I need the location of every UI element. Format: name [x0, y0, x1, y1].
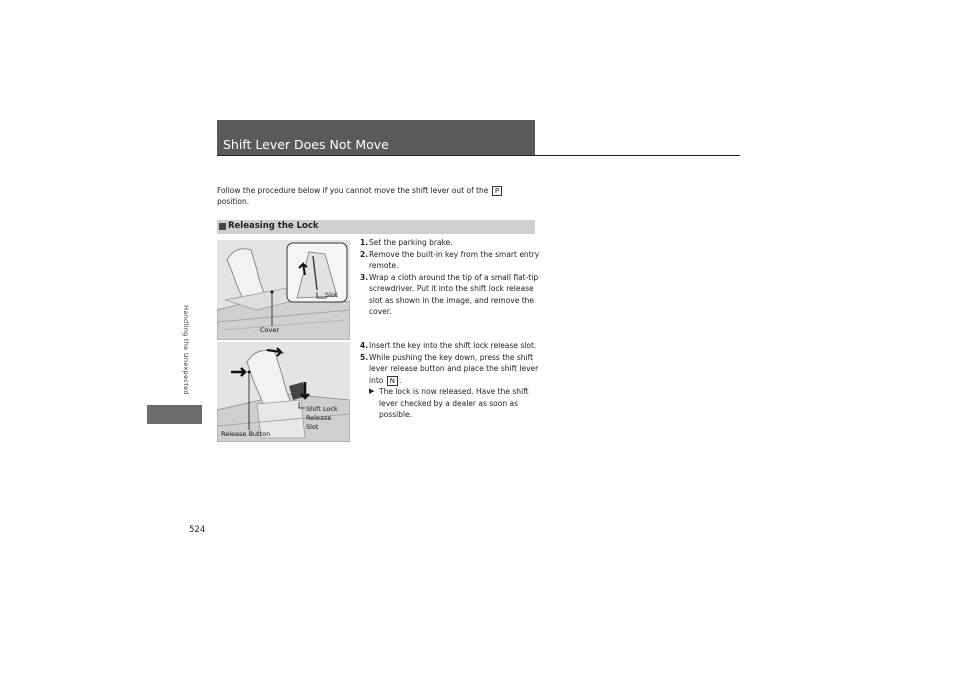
steps-remove-cover [360, 237, 540, 318]
neutral-key-symbol: N [387, 376, 398, 386]
step-text: Set the parking brake. [369, 238, 453, 247]
steps-release-lock [360, 340, 540, 421]
step-number: 2. [360, 249, 369, 259]
park-key-symbol: P [492, 186, 502, 196]
step-item [360, 340, 540, 352]
page-number: 524 [189, 525, 206, 535]
cover-callout: Cover [260, 326, 280, 334]
release-button-callout: Release Button [221, 430, 271, 438]
result-note [360, 386, 540, 421]
step-item [360, 249, 540, 272]
intro-text: Follow the procedure below if you cannot move the shift lever out of the [217, 186, 489, 195]
title-underline [217, 155, 740, 156]
section-title-bar [217, 120, 535, 156]
intro-paragraph [217, 185, 527, 207]
chapter-tab-label: Handling the Unexpected [182, 305, 190, 395]
step-text-end: . [399, 375, 402, 385]
slot-callout: Slot [325, 291, 338, 299]
subsection-heading: Releasing the Lock [228, 221, 319, 231]
step-number: 3. [360, 272, 369, 282]
intro-text-end: position. [217, 197, 250, 206]
square-bullet-icon [219, 223, 226, 230]
play-triangle-icon: ▶ [369, 387, 375, 395]
shift-lock-release-slot-callout-3: Slot [306, 423, 319, 431]
step-item [360, 272, 540, 318]
step-text: Insert the key into the shift lock release slot. [369, 341, 537, 350]
note-text: The lock is now released. Have the shift lever checked by a dealer as soon as possible. [379, 387, 529, 419]
figure-remove-cover [217, 240, 350, 340]
chapter-tab-marker [147, 405, 202, 424]
shift-lever-release-illustration [217, 342, 350, 442]
step-number: 4. [360, 341, 369, 350]
step-text: While pushing the key down, press the shift lever release button and place the shift lever into [369, 352, 539, 385]
step-item [360, 352, 540, 387]
shift-lock-release-slot-callout-2: Release [306, 414, 332, 422]
shift-lock-release-slot-callout: Shift Lock [306, 405, 338, 413]
page-title: Shift Lever Does Not Move [223, 137, 389, 152]
step-text: Wrap a cloth around the tip of a small flat-tip screwdriver. Put it into the shift lock release slot as shown in the image, and remove the cover. [369, 272, 539, 316]
step-number: 1. [360, 238, 369, 247]
step-item [360, 237, 540, 249]
step-number: 5. [360, 352, 369, 362]
figure-release-lock [217, 342, 350, 442]
subsection-heading-bar [217, 220, 535, 234]
shift-console-illustration [217, 240, 350, 340]
step-text: Remove the built-in key from the smart entry remote. [369, 249, 540, 270]
